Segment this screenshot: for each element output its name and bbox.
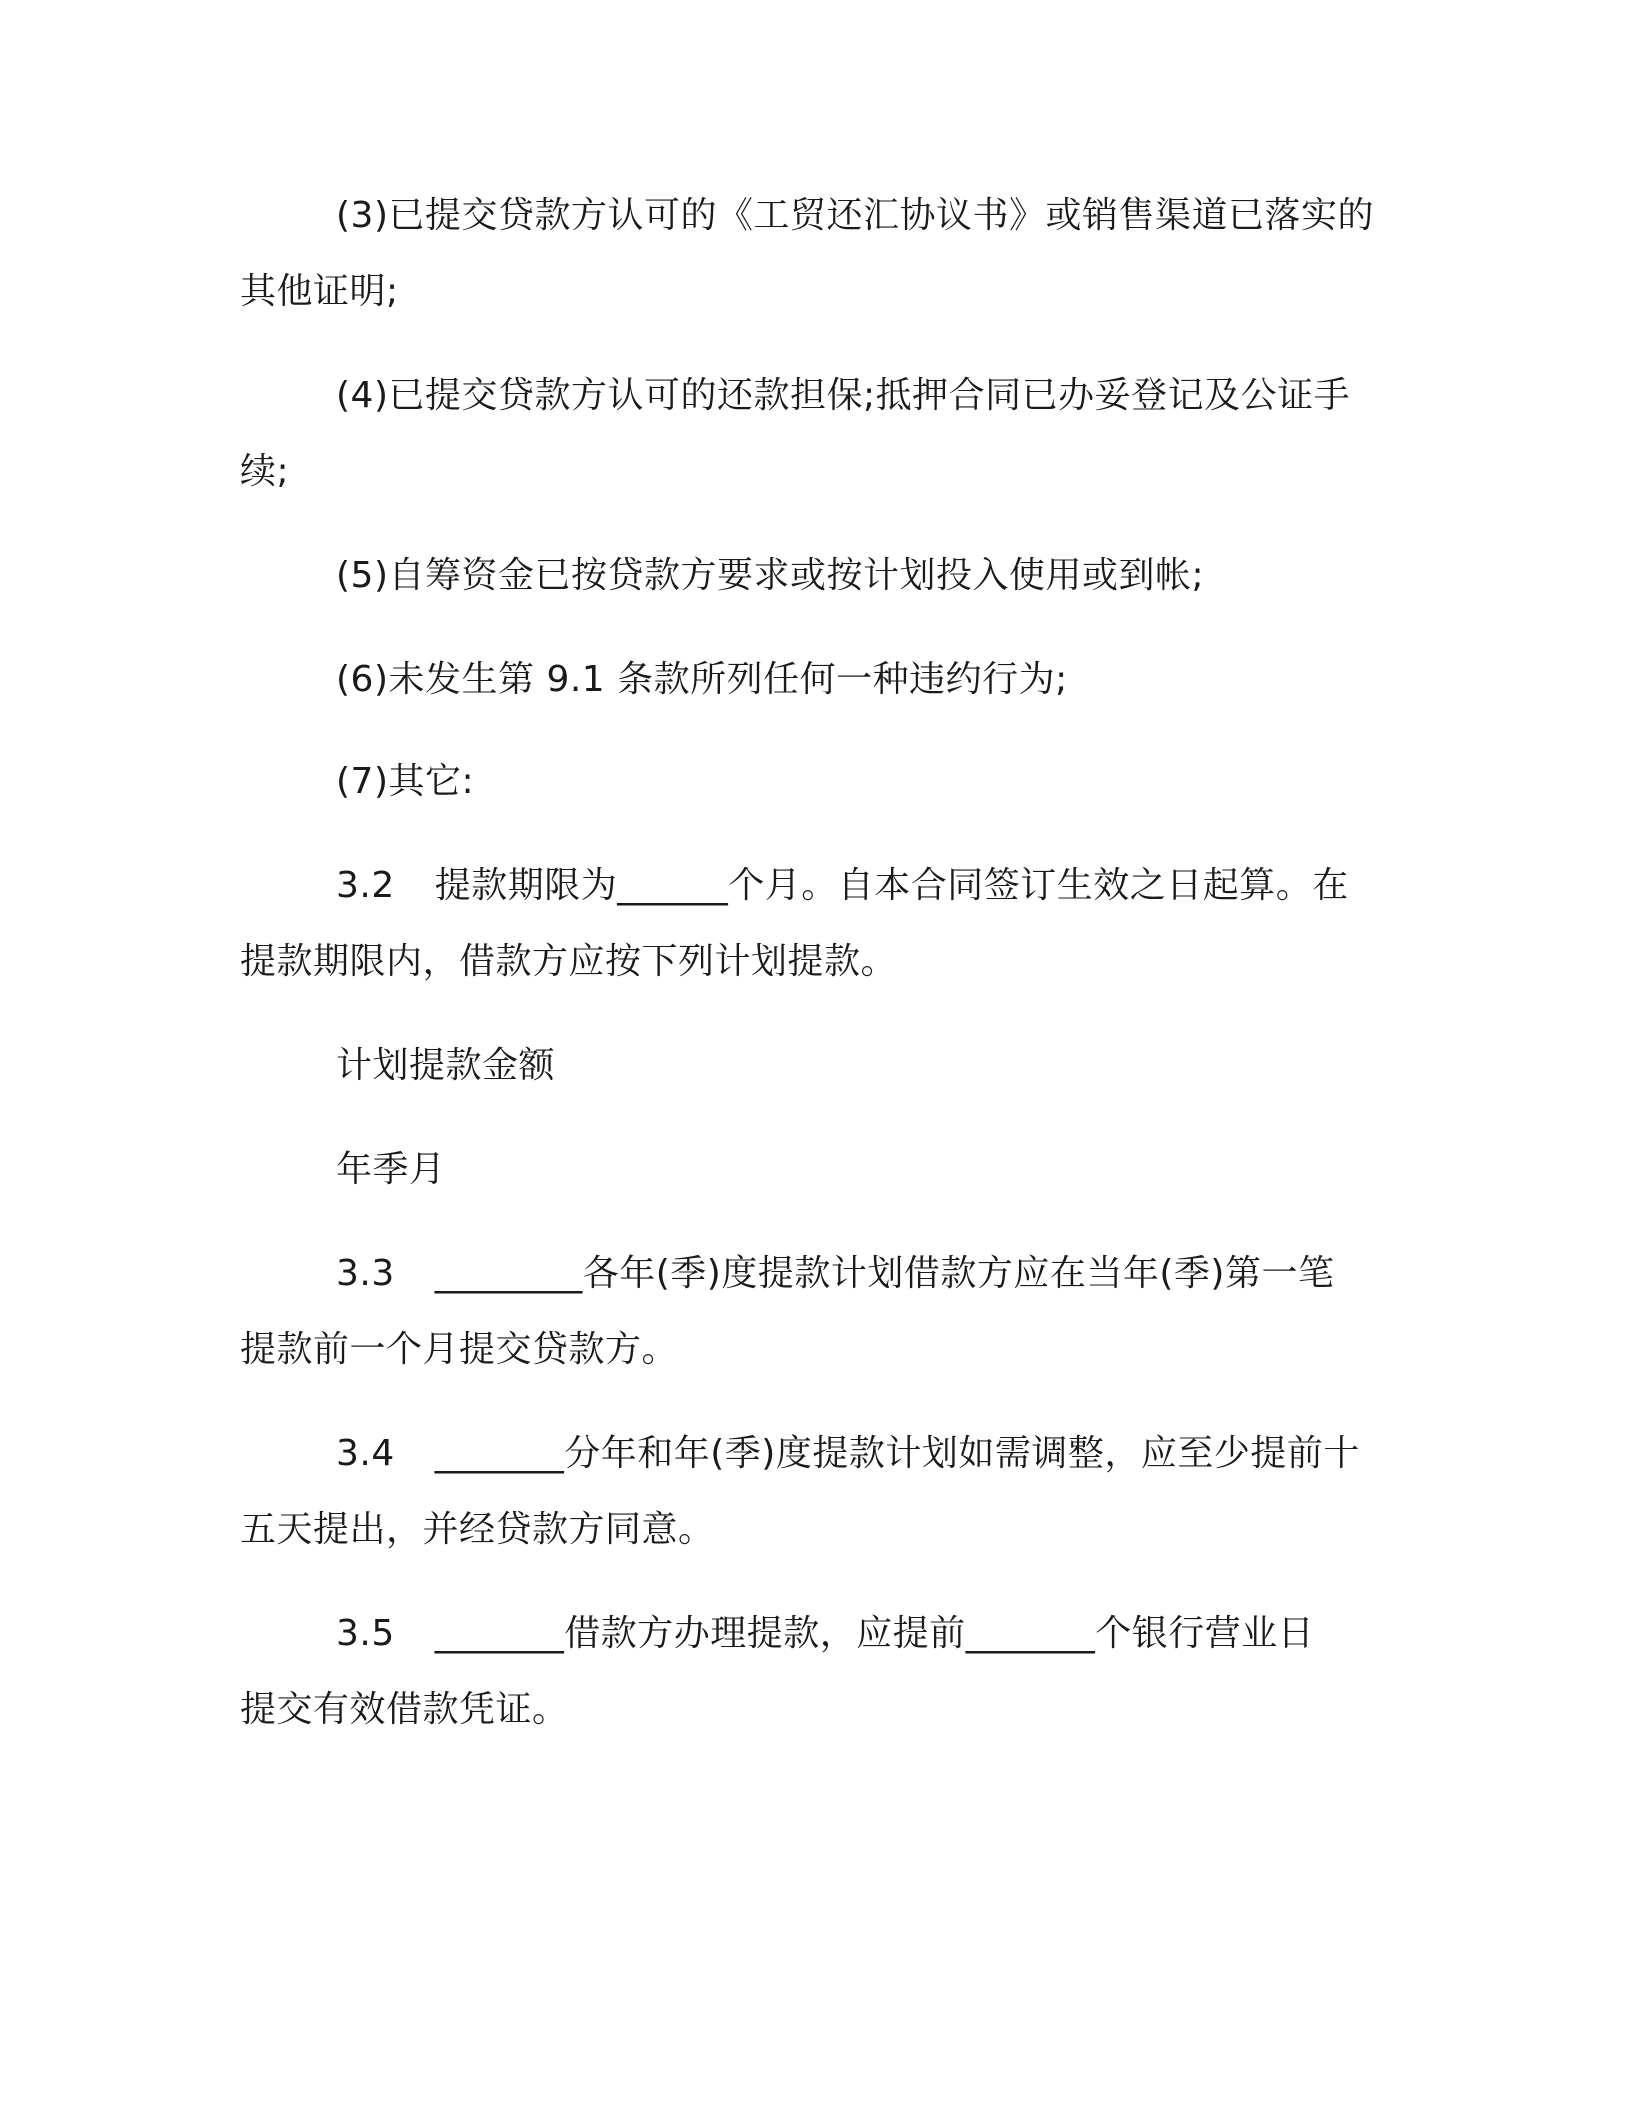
- paragraph-clause-3-2: [240, 848, 1380, 1000]
- paragraph-line: 提交有效借款凭证。: [240, 1689, 569, 1730]
- paragraph-line: 五天提出，并经贷款方同意。: [240, 1509, 715, 1550]
- paragraph-line: 年季月: [336, 1149, 446, 1190]
- clause-number: 3.4: [336, 1433, 395, 1474]
- paragraph-line: (7)其它:: [336, 761, 475, 802]
- clause-text: _______借款方办理提款，应提前_______个银行营业日: [434, 1613, 1315, 1654]
- paragraph-line: (5)自筹资金已按贷款方要求或按计划投入使用或到帐;: [336, 555, 1205, 596]
- paragraph-line: (4)已提交贷款方认可的还款担保;抵押合同已办妥登记及公证手: [336, 375, 1351, 416]
- clause-text: ________各年(季)度提款计划借款方应在当年(季)第一笔: [434, 1253, 1335, 1294]
- paragraph-line: 其他证明;: [240, 271, 399, 312]
- paragraph-line: 提款期限内，借款方应按下列计划提款。: [240, 941, 898, 982]
- paragraph-plan-heading: [240, 1028, 1380, 1104]
- clause-number: 3.3: [336, 1253, 395, 1294]
- paragraph-item-3: [240, 178, 1380, 330]
- paragraph-clause-3-3: [240, 1236, 1380, 1388]
- paragraph-item-5: [240, 538, 1380, 614]
- clause-number: 3.5: [336, 1613, 395, 1654]
- clause-text: _______分年和年(季)度提款计划如需调整，应至少提前十: [434, 1433, 1360, 1474]
- paragraph-line: (3)已提交贷款方认可的《工贸还汇协议书》或销售渠道已落实的: [336, 195, 1374, 236]
- paragraph-line: (6)未发生第 9.1 条款所列任何一种违约行为;: [336, 659, 1068, 700]
- clause-text: 提款期限为______个月。自本合同签订生效之日起算。在: [434, 865, 1349, 906]
- paragraph-item-6: [240, 642, 1380, 718]
- paragraph-line: 提款前一个月提交贷款方。: [240, 1329, 679, 1370]
- paragraph-item-7: [240, 744, 1380, 820]
- paragraph-line: 计划提款金额: [336, 1045, 556, 1086]
- clause-number: 3.2: [336, 865, 395, 906]
- paragraph-clause-3-5: [240, 1596, 1380, 1748]
- paragraph-plan-period: [240, 1132, 1380, 1208]
- paragraph-item-4: [240, 358, 1380, 510]
- paragraph-clause-3-4: [240, 1416, 1380, 1568]
- paragraph-line: 续;: [240, 451, 290, 492]
